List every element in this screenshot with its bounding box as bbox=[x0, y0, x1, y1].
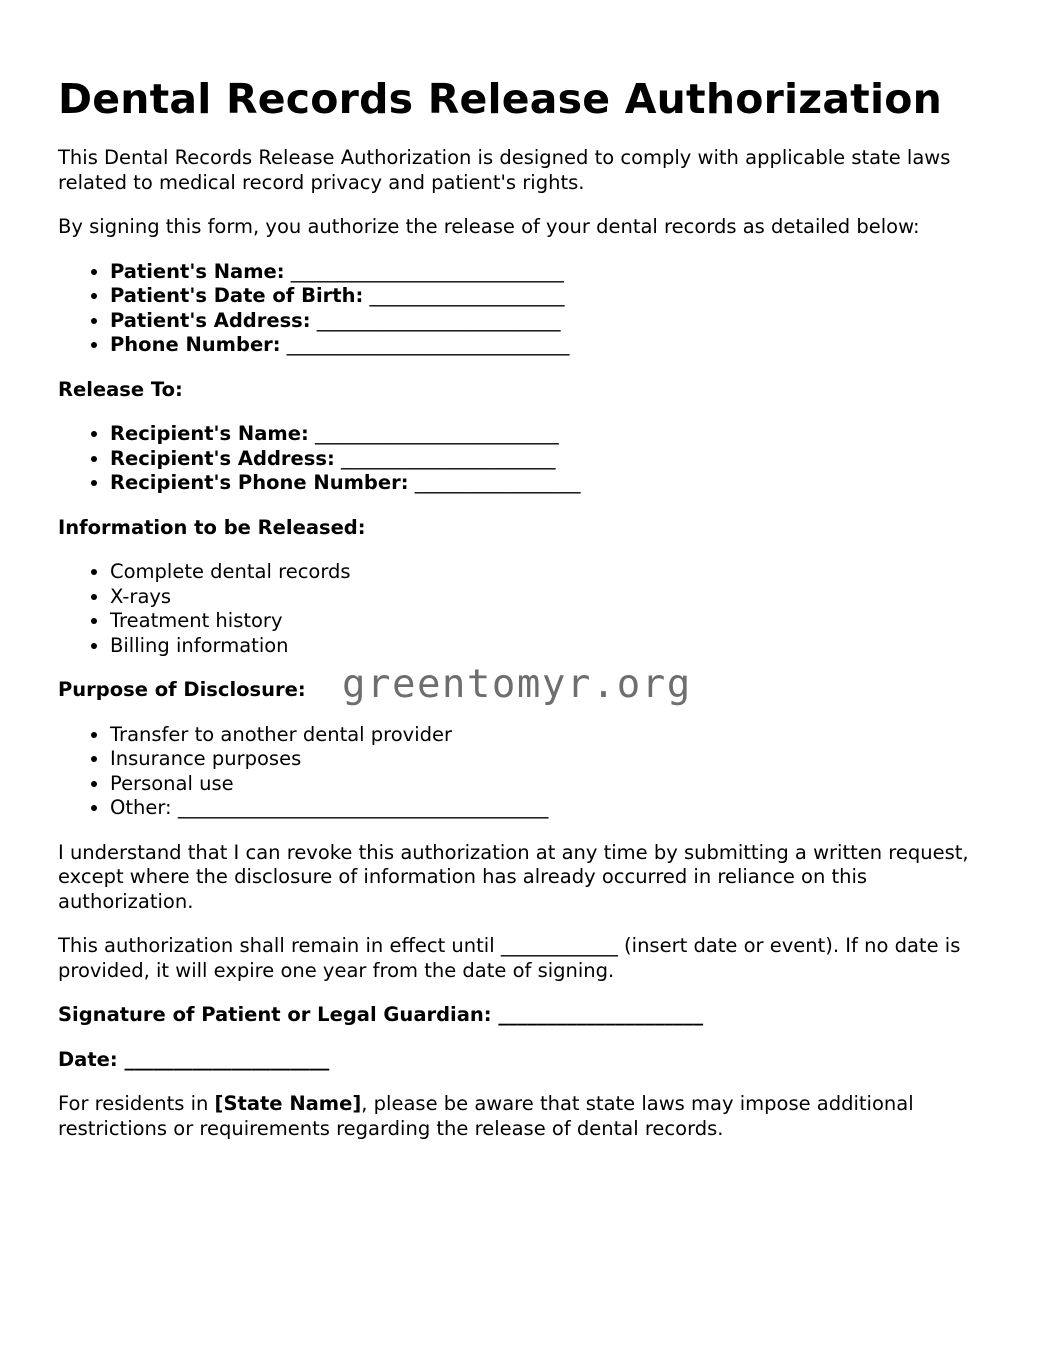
effect-text-after: (insert date or event). If no date is provided, it will expire one year from the date of signing. bbox=[58, 934, 961, 982]
document-page bbox=[58, 72, 1008, 1161]
date-line[interactable] bbox=[58, 1048, 1008, 1073]
field-blank[interactable]: ____________________________ bbox=[290, 259, 564, 283]
purpose-heading: Purpose of Disclosure: bbox=[58, 678, 306, 701]
purpose-other-field[interactable] bbox=[110, 796, 1008, 821]
field-blank[interactable]: ______________________________________ bbox=[177, 796, 549, 819]
field-blank[interactable]: ______________________ bbox=[341, 446, 556, 470]
state-name-placeholder: [State Name] bbox=[214, 1092, 362, 1115]
date-blank[interactable]: _____________________ bbox=[124, 1047, 330, 1071]
list-item: • Transfer to another dental provider bbox=[110, 723, 1008, 748]
release-to-heading: Release To: bbox=[58, 377, 183, 401]
field-blank[interactable]: _________________ bbox=[414, 471, 581, 494]
list-item: • Insurance purposes bbox=[110, 747, 1008, 772]
field-label: Recipient's Phone Number: bbox=[110, 471, 409, 494]
effect-text-before: This authorization shall remain in effect until bbox=[58, 934, 501, 957]
field-blank[interactable]: _________________________ bbox=[314, 422, 559, 445]
patient-name-field[interactable] bbox=[110, 260, 1008, 285]
by-signing-paragraph: By signing this form, you authorize the release of your dental records as detailed below: bbox=[58, 215, 920, 238]
field-label: Recipient's Address: bbox=[110, 446, 335, 470]
effect-paragraph bbox=[58, 934, 1008, 983]
patient-dob-field[interactable] bbox=[110, 284, 1008, 309]
residents-text-after: , please be aware that state laws may impose additional restrictions or requirements regarding the release of dental records. bbox=[58, 1092, 914, 1140]
signature-line[interactable] bbox=[58, 1003, 1008, 1028]
patient-fields-list bbox=[58, 260, 1008, 358]
information-list bbox=[58, 560, 1008, 658]
watermark: greentomyr.org bbox=[342, 662, 692, 707]
patient-address-field[interactable] bbox=[110, 309, 1008, 334]
recipient-address-field[interactable] bbox=[110, 447, 1008, 472]
field-label: Patient's Name: bbox=[110, 259, 285, 283]
patient-phone-field[interactable] bbox=[110, 333, 1008, 358]
list-item: • X-rays bbox=[110, 585, 1008, 610]
signature-label: Signature of Patient or Legal Guardian: bbox=[58, 1003, 492, 1026]
page-title: Dental Records Release Authorization bbox=[58, 75, 942, 123]
field-label: Other: bbox=[110, 796, 172, 819]
list-item: • Personal use bbox=[110, 772, 1008, 797]
field-blank[interactable]: ____________________ bbox=[369, 284, 565, 307]
signature-blank[interactable]: _____________________ bbox=[498, 1003, 704, 1026]
field-label: Recipient's Name: bbox=[110, 422, 309, 445]
recipient-fields-list bbox=[58, 422, 1008, 496]
field-blank[interactable]: _____________________________ bbox=[286, 333, 570, 356]
field-label: Phone Number: bbox=[110, 333, 281, 356]
information-heading: Information to be Released: bbox=[58, 515, 366, 539]
intro-paragraph: This Dental Records Release Authorization is designed to comply with applicable state laws related to medical record privacy and patient's rights. bbox=[58, 146, 951, 194]
list-item: • Billing information bbox=[110, 634, 1008, 659]
residents-paragraph bbox=[58, 1092, 1008, 1141]
residents-text-before: For residents in bbox=[58, 1092, 215, 1115]
revoke-paragraph: I understand that I can revoke this authorization at any time by submitting a written request, except where the disclosure of information has already occurred in reliance on this authorization. bbox=[58, 840, 969, 913]
list-item: • Complete dental records bbox=[110, 560, 1008, 585]
recipient-phone-field[interactable] bbox=[110, 471, 1008, 496]
field-label: Patient's Address: bbox=[110, 308, 311, 332]
effect-blank[interactable]: ____________ bbox=[500, 934, 618, 957]
date-label: Date: bbox=[58, 1047, 118, 1071]
recipient-name-field[interactable] bbox=[110, 422, 1008, 447]
list-item: • Treatment history bbox=[110, 609, 1008, 634]
purpose-list bbox=[58, 723, 1008, 821]
field-label: Patient's Date of Birth: bbox=[110, 284, 364, 307]
field-blank[interactable]: _________________________ bbox=[316, 308, 561, 332]
